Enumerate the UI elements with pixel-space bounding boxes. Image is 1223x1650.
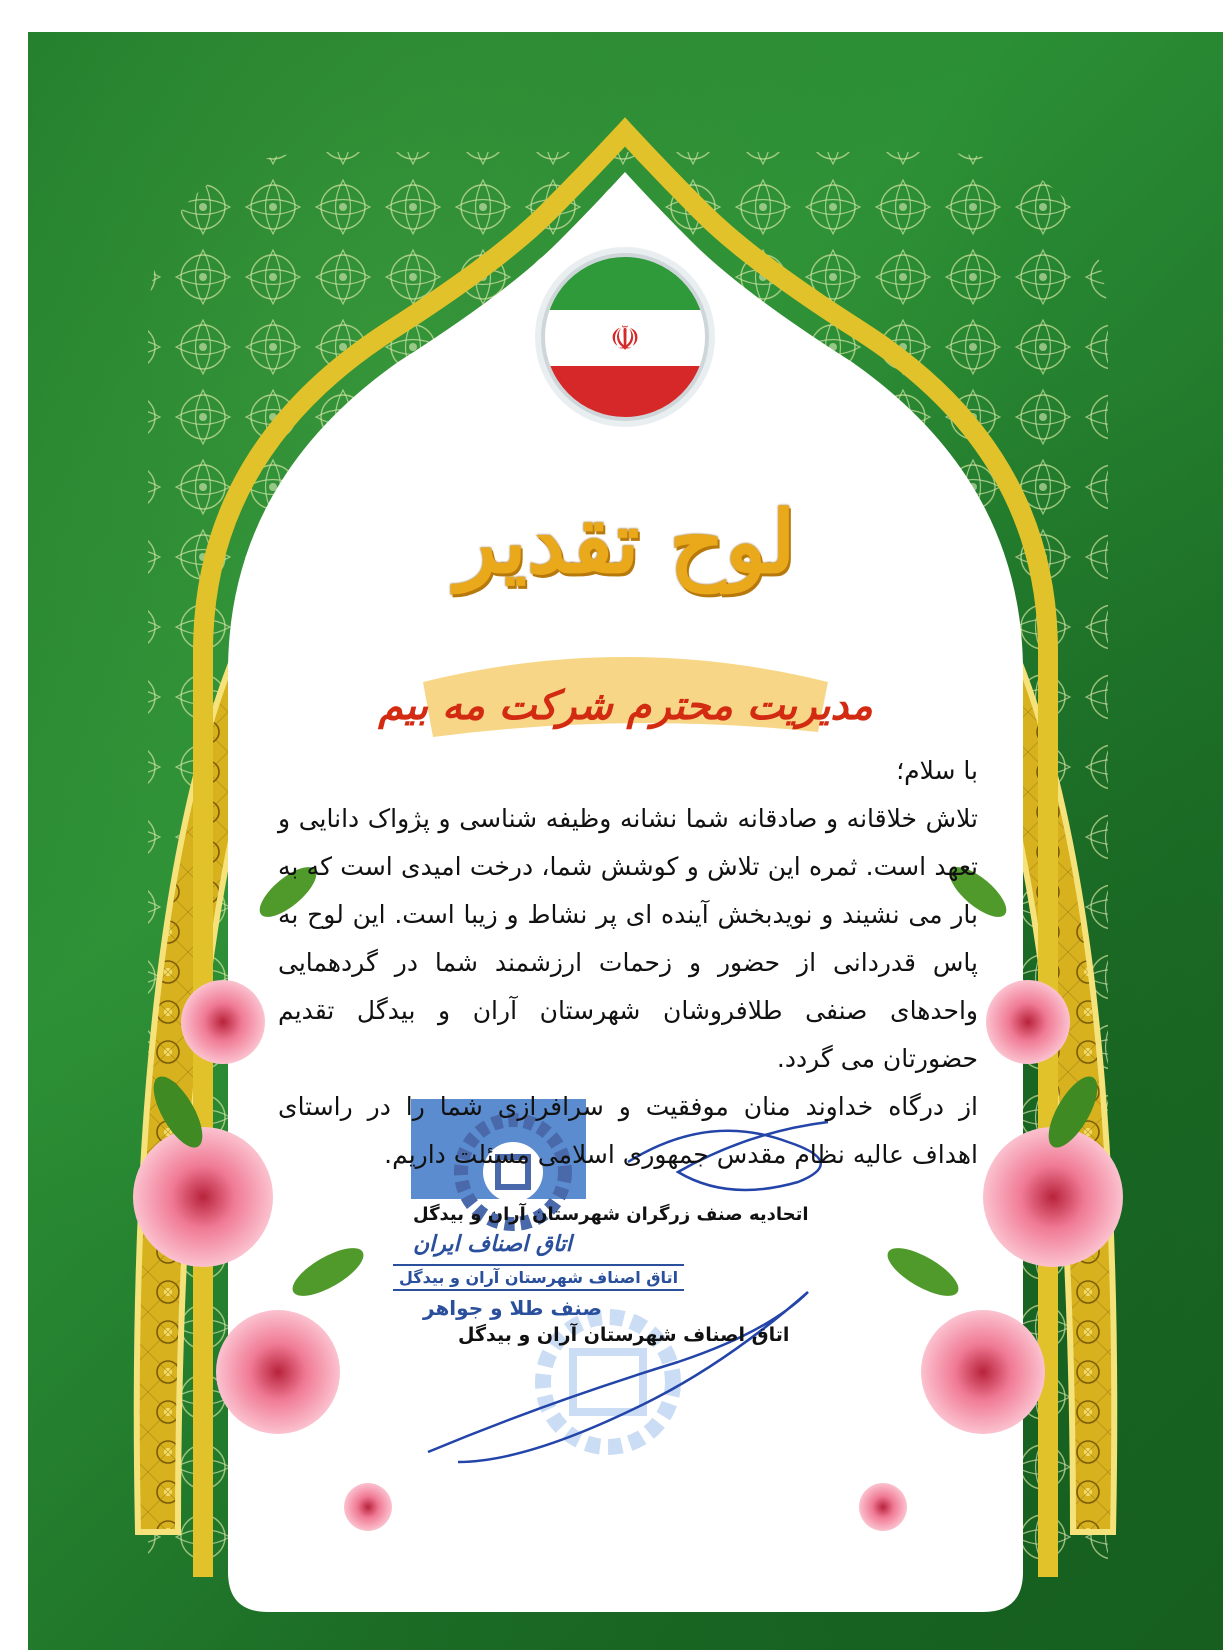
certificate-page: [28, 32, 1223, 1650]
chamber-signature-label: اتاق اصناف شهرستان آران و بیدگل: [458, 1324, 790, 1346]
stamp-line-2: اتاق اصناف شهرستان آران و بیدگل: [393, 1264, 684, 1291]
stamp-line-3: صنف طلا و جواهر: [423, 1296, 602, 1320]
stamp-line-1: اتاق اصناف ایران: [413, 1232, 572, 1257]
body-paragraph-2: از درگاه خداوند منان موفقیت و سرافرازی شما را در راستای اهداف عالیه نظام مقدس جمهوری اسلامی مسئلت داریم.: [278, 1092, 978, 1169]
certificate-body: [278, 747, 978, 1179]
union-signature-label: اتحادیه صنف زرگران شهرستان آران و بیدگل: [413, 1204, 809, 1225]
certificate-content: [28, 32, 1223, 1650]
recipient-line: مدیریت محترم شرکت مه بیم: [378, 682, 873, 729]
greeting: با سلام؛: [896, 756, 978, 785]
certificate-title: لوح تقدیر: [455, 492, 796, 593]
iran-emblem-icon: ☫: [609, 319, 641, 359]
body-paragraph-1: تلاش خلاقانه و صادقانه شما نشانه وظیفه شناسی و پژواک دانایی و تعهد است. ثمره این تلاش و کوشش شما، درخت امیدی است که به بار می نشیند و نویدبخش آینده ای پر نشاط و زیبا است. این لوح به پاس قدردانی از حضور و زحمات ارزشمند شما در گردهمایی واحدهای صنفی طلافروشان شهرستان آران و بیدگل تقدیم حضورتان می گردد.: [278, 804, 978, 1073]
